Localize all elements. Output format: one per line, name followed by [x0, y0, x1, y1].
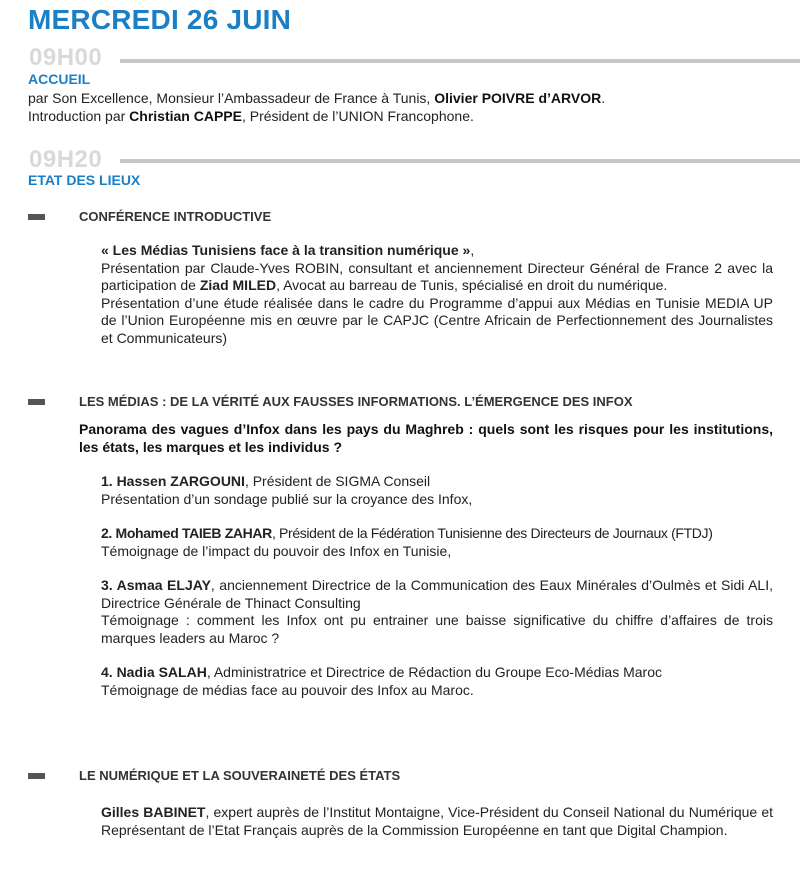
day-title: MERCREDI 26 JUIN	[28, 4, 292, 35]
conference-description: « Les Médias Tunisiens face à la transition numérique », Présentation par Claude-Yves ROBIN, consultant et anciennement Directeur Général de France 2 avec la participation de Ziad MILED, Avocat au barreau de Tunis, spécialisé en droit du numérique. Présentation d’une étude réalisée dans le cadre du Programme d’appui aux Médias en Tunisie MEDIA UP de l’Union Européenne mis en œuvre par le CAPJC (Centre Africain de Perfectionnement des Journalistes et Communicateurs)	[101, 242, 773, 346]
speaker-item: 3. Asmaa ELJAY, anciennement Directrice de la Communication des Eaux Minérales d’Oulmès et Sidi ALI, Directrice Générale de Thinact Consulting Témoignage : comment les Infox ont pu entrainer une baisse significative du chiffre d’affaires de trois marques leaders au Maroc ?	[101, 577, 773, 646]
speaker-name: Olivier POIVRE d’ARVOR	[434, 90, 602, 106]
conference-subject: « Les Médias Tunisiens face à la transition numérique »	[101, 242, 471, 258]
accueil-line-2: Introduction par Christian CAPPE, Président de l’UNION Francophone.	[28, 108, 474, 124]
numerique-description: Gilles BABINET, expert auprès de l’Institut Montaigne, Vice-Président du Conseil National du Numérique et Représentant de l’Etat Français auprès de la Commission Européenne en tant que Digital Champion.	[101, 804, 773, 838]
subsection-title-medias: LES MÉDIAS : DE LA VÉRITÉ AUX FAUSSES INFORMATIONS. L’ÉMERGENCE DES INFOX	[79, 394, 633, 409]
bullet-marker	[28, 399, 45, 405]
section-title-accueil: ACCUEIL	[28, 71, 91, 87]
speaker-item: 1. Hassen ZARGOUNI, Président de SIGMA Conseil Présentation d’un sondage publié sur la croyance des Infox,	[101, 473, 473, 507]
bullet-marker	[28, 773, 45, 779]
timeline-bar	[120, 159, 800, 163]
subsection-title-conference: CONFÉRENCE INTRODUCTIVE	[79, 209, 272, 224]
accueil-line-1: par Son Excellence, Monsieur l’Ambassadeur de France à Tunis, Olivier POIVRE d’ARVOR.	[28, 90, 606, 106]
timeline-bar	[120, 59, 800, 63]
bullet-marker	[28, 214, 45, 220]
conference-study-text: Présentation d’une étude réalisée dans le cadre du Programme d’appui aux Médias en Tunisie MEDIA UP de l’Union Européenne mis en œuvre par le CAPJC (Centre Africain de Perfectionnement des Journalistes et Communicateurs)	[101, 294, 773, 346]
section-title-etat-des-lieux: ETAT DES LIEUX	[28, 172, 141, 188]
speakers-list	[101, 473, 773, 716]
time-slot-0900: 09H00	[29, 44, 103, 71]
subsection-title-numerique: LE NUMÉRIQUE ET LA SOUVERAINETÉ DES ÉTATS	[79, 768, 401, 783]
speaker-name: Christian CAPPE	[129, 108, 242, 124]
speaker-name: Gilles BABINET	[101, 804, 206, 820]
panorama-question: Panorama des vagues d’Infox dans les pays du Maghreb : quels sont les risques pour les institutions, les états, les marques et les individus ?	[79, 421, 773, 455]
speaker-item: 2. Mohamed TAIEB ZAHAR, Président de la Fédération Tunisienne des Directeurs de Journaux (FTDJ) Témoignage de l’impact du pouvoir des Infox en Tunisie,	[101, 525, 713, 559]
time-slot-0920: 09H20	[29, 146, 103, 173]
speaker-item: 4. Nadia SALAH, Administratrice et Directrice de Rédaction du Groupe Eco-Médias Maroc Témoignage de médias face au pouvoir des Infox au Maroc.	[101, 664, 663, 698]
speaker-name: Ziad MILED	[199, 277, 277, 293]
